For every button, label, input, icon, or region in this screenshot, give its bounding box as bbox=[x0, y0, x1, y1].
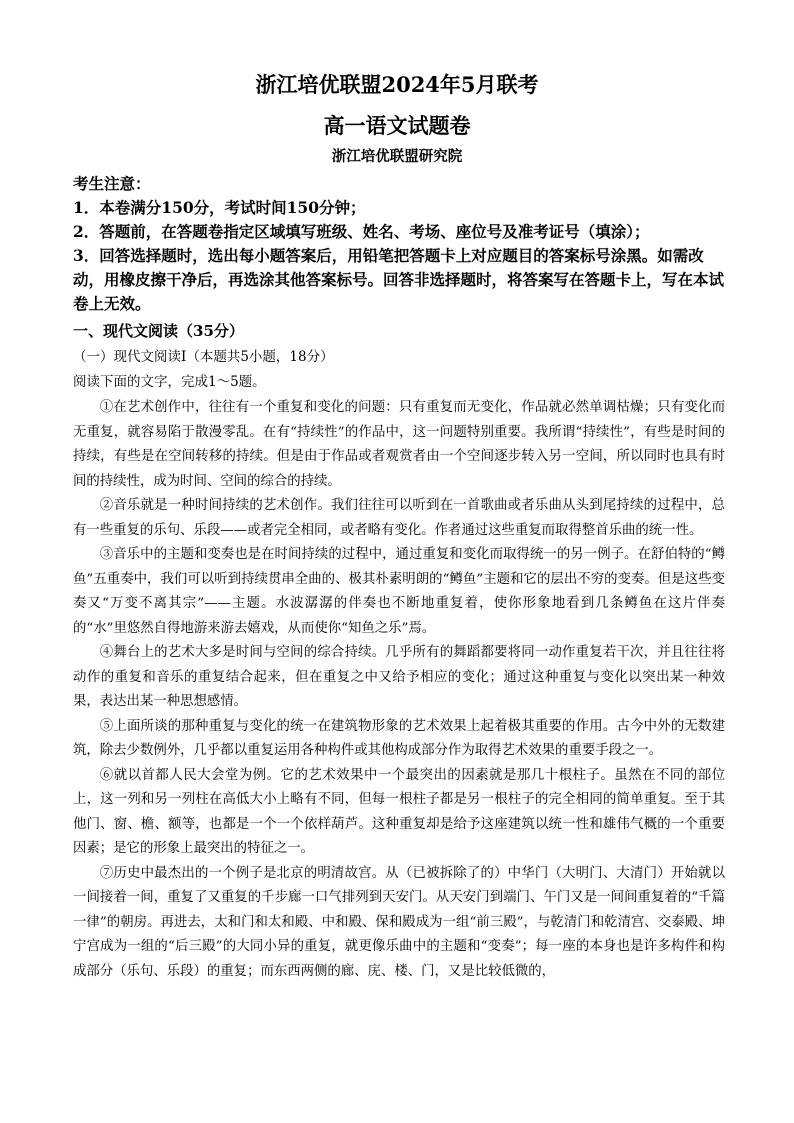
passage-paragraph-7: ⑦历史中最杰出的一个例子是北京的明清故宫。从（已被拆除了的）中华门（大明门、大清门）开始就以一间接着一间，重复了又重复的千步廊一口气排列到天安门。从天安门到端门、午门又是一间间重复着的“千篇一律”的朝房。再进去，太和门和太和殿、中和殿、保和殿成为一组“前三殿”，与乾清门和乾清宫、交泰殿、坤宁宫成为一组的“后三殿”的大同小异的重复，就更像乐曲中的主题和“变奏”；每一座的本身也是许多构件和构成部分（乐句、乐段）的重复；而东西两侧的廊、庑、楼、门，又是比较低微的， bbox=[73, 865, 725, 979]
notice-item-2: 2．答题前，在答题卷指定区域填写班级、姓名、考场、座位号及准考证号（填涂）； bbox=[73, 222, 650, 241]
candidate-notice bbox=[73, 172, 725, 316]
passage-paragraph-2: ②音乐就是一种时间持续的艺术创作。我们往往可以听到在一首歌曲或者乐曲从头到尾持续的过程中，总有一些重复的乐句、乐段——或者完全相同，或者略有变化。作者通过这些重复而取得整首乐曲的统一性。 bbox=[73, 498, 725, 538]
passage-paragraph-6: ⑥就以首都人民大会堂为例。它的艺术效果中一个最突出的因素就是那几十根柱子。虽然在不同的部位上，这一列和另一列柱在高低大小上略有不同，但每一根柱子都是另一根柱子的完全相同的简单重复。至于其他门、窗、檐、额等，也都是一个一个依样葫芦。这种重复却是给予这座建筑以统一性和雄伟气概的一个重要因素；是它的形象上最突出的特征之一。 bbox=[73, 767, 725, 856]
subsection-heading: （一）现代文阅读Ⅰ（本题共5小题，18分） bbox=[73, 349, 334, 365]
section-heading: 一、现代文阅读（35分） bbox=[73, 322, 244, 340]
passage-paragraph-4: ④舞台上的艺术大多是时间与空间的综合持续。几乎所有的舞蹈都要将同一动作重复若干次，并且往往将动作的重复和音乐的重复结合起来，但在重复之中又给予相应的变化；通过这种重复与变化以突出某一种效果，表达出某一种思想感情。 bbox=[73, 645, 725, 709]
passage-paragraph-5: ⑤上面所谈的那种重复与变化的统一在建筑物形象的艺术效果上起着极其重要的作用。古今中外的无数建筑，除去少数例外，几乎都以重复运用各种构件或其他构成部分作为取得艺术效果的重要手段之一。 bbox=[73, 718, 725, 758]
issuer-name: 浙江培优联盟研究院 bbox=[331, 148, 463, 165]
passage-paragraph-3: ③音乐中的主题和变奏也是在时间持续的过程中，通过重复和变化而取得统一的另一例子。在舒伯特的“鳟鱼”五重奏中，我们可以听到持续贯串全曲的、极其朴素明朗的“鳟鱼”主题和它的层出不穷的变奏。但是这些变奏又“万变不离其宗”——主题。水波潺潺的伴奏也不断地重复着，使你形象地看到几条鳟鱼在这片伴奏的“水”里悠然自得地游来游去嬉戏，从而使你“知鱼之乐”焉。 bbox=[73, 547, 725, 636]
notice-item-1: 1．本卷满分150分，考试时间150分钟； bbox=[73, 198, 366, 217]
reading-instruction: 阅读下面的文字，完成1～5题。 bbox=[73, 374, 266, 390]
exam-title: 浙江培优联盟2024年5月联考 bbox=[255, 72, 539, 97]
paper-title: 高一语文试题卷 bbox=[323, 113, 471, 138]
reading-passage bbox=[73, 396, 725, 984]
passage-paragraph-1: ①在艺术创作中，往往有一个重复和变化的问题：只有重复而无变化，作品就必然单调枯燥；只有变化而无重复，就容易陷于散漫零乱。在有“持续性”的作品中，这一问题特别重要。我所谓“持续性”，有些是时间的持续，有些是在空间转移的持续。但是由于作品或者观赏者由一个空间逐步转入另一空间，所以同时也具有时间的持续性，成为时间、空间的综合的持续。 bbox=[73, 400, 725, 489]
notice-heading: 考生注意： bbox=[73, 174, 151, 193]
notice-item-3: 3．回答选择题时，选出每小题答案后，用铅笔把答题卡上对应题目的答案标号涂黑。如需改动，用橡皮擦干净后，再选涂其他答案标号。回答非选择题时，将答案写在答题卡上，写在本试卷上无效。 bbox=[73, 246, 725, 313]
